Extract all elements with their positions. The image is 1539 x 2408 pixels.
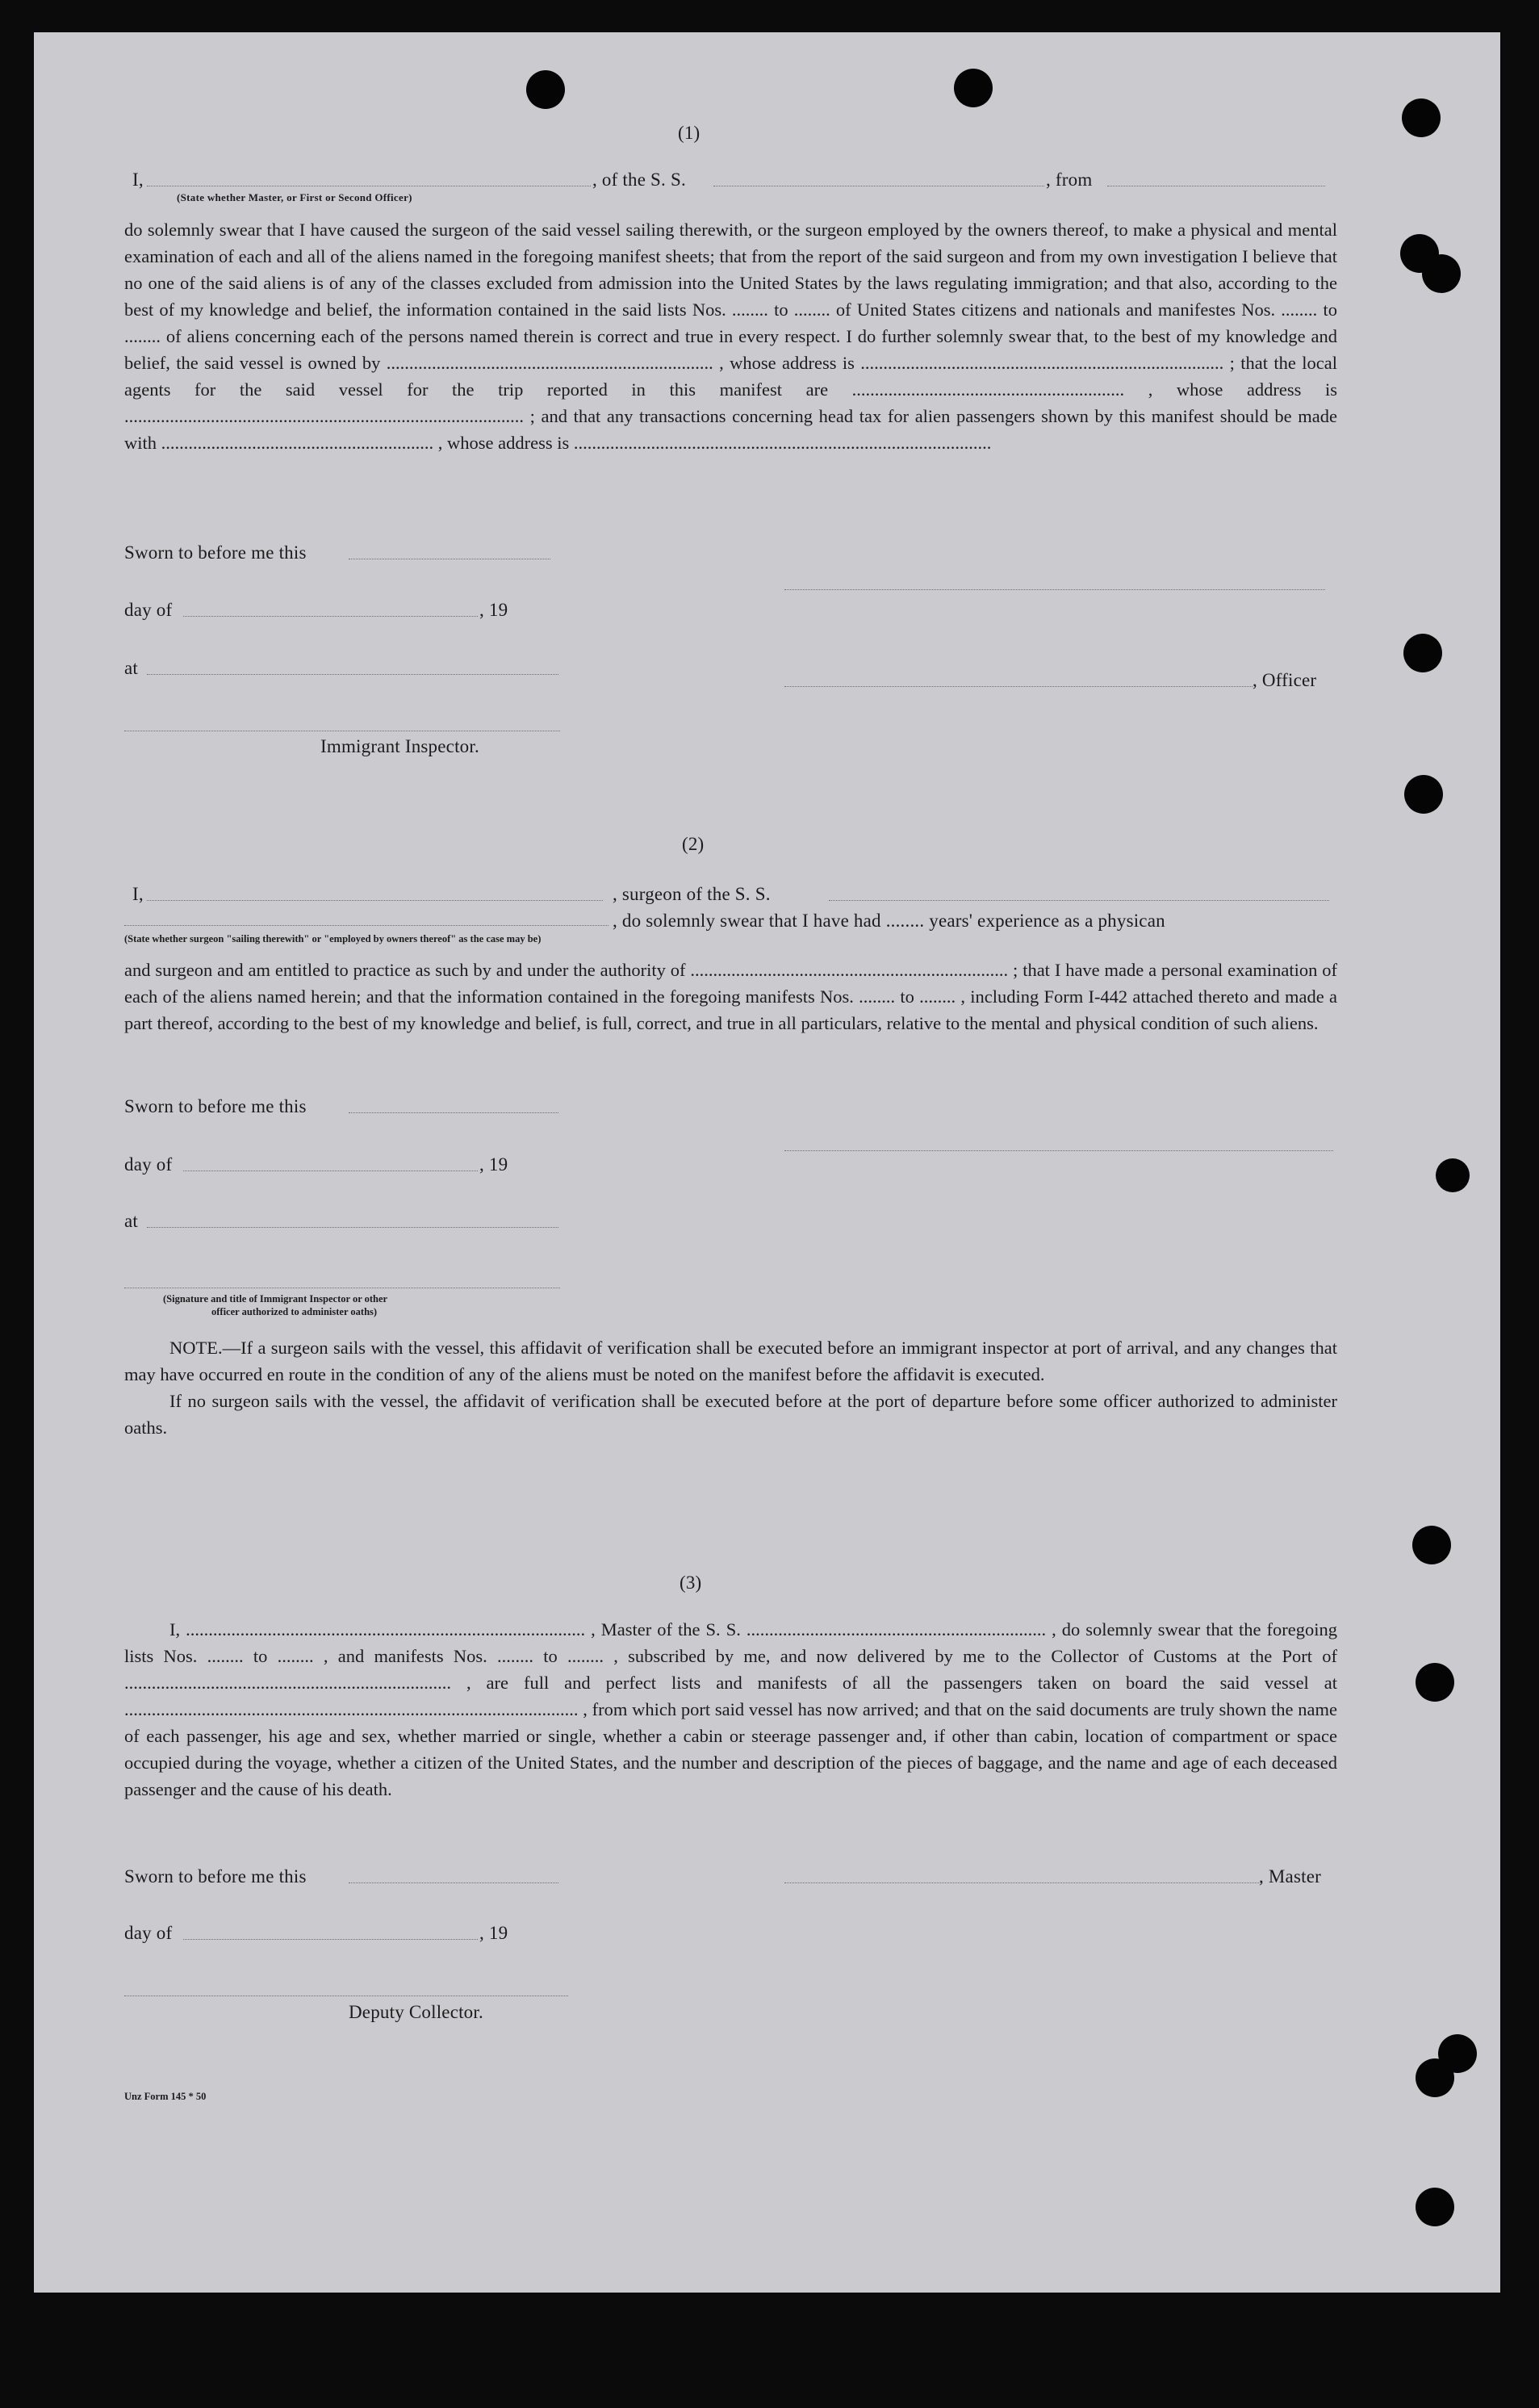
- form-number: Unz Form 145 * 50: [124, 2091, 207, 2102]
- section-3-day-of: day of: [124, 1923, 173, 1943]
- punch-hole: [1416, 2188, 1454, 2226]
- section-3-day-field[interactable]: [183, 1939, 478, 1940]
- punch-hole: [1404, 775, 1443, 814]
- punch-hole: [1412, 1526, 1451, 1564]
- section-2-year: , 19: [479, 1154, 508, 1175]
- officer-signature-line[interactable]: [784, 589, 1325, 590]
- immigrant-inspector-label: Immigrant Inspector.: [320, 736, 479, 756]
- section-2-at: at: [124, 1211, 138, 1231]
- signature-note-1: (Signature and title of Immigrant Inspector or other: [163, 1293, 388, 1305]
- punch-hole: [1403, 634, 1442, 672]
- section-2-number: (2): [682, 834, 705, 854]
- section-1-year: , 19: [479, 600, 508, 620]
- section-2-sworn: Sworn to before me this: [124, 1096, 307, 1116]
- collector-signature-line[interactable]: [124, 1995, 568, 1996]
- officer-line[interactable]: [784, 686, 1253, 687]
- section-1-sworn: Sworn to before me this: [124, 542, 307, 563]
- ship-label: , of the S. S.: [592, 170, 686, 190]
- deputy-collector-label: Deputy Collector.: [349, 2002, 483, 2022]
- section-2-day-of: day of: [124, 1154, 173, 1175]
- signature-note-2: officer authorized to administer oaths): [211, 1306, 378, 1317]
- section-3-body-text: I, ........................................................................................ , Master of the S. S. .................................................................. , do solemnly swear that the foregoing lists Nos. ........ to ........ , and manifests Nos. ........ to ........ , subscribed by me, and now delivered by me to the Collector of Customs at the Port of ........................................................................ , are full and perfect lists and manifests of all the passengers taken on board the said vessel at .................................................................................................... , from which port said vessel has now arrived; and that on the said documents are truly shown the name of each passenger, his age and sex, whether married or single, whether a cabin or steerage passenger and, if other than cabin, location of compartment or space occupied during the voyage, whether a citizen of the United States, and the number and description of the pieces of baggage, and the name and age of each deceased passenger and the cause of his death.: [124, 1619, 1337, 1799]
- note-paragraph-1: NOTE.—If a surgeon sails with the vessel, this affidavit of verification shall be executed before an immigrant inspector at port of arrival, and any changes that may have occurred en route in the condition of any of the aliens must be noted on the manifest before the affidavit is executed.: [124, 1338, 1337, 1384]
- surgeon-label: , surgeon of the S. S.: [613, 884, 771, 904]
- surgeon-ship-field[interactable]: [829, 900, 1329, 901]
- punch-hole: [526, 70, 565, 109]
- form-page: [34, 32, 1500, 2293]
- section-1-number: (1): [678, 123, 700, 143]
- surgeon-line-field[interactable]: [124, 925, 608, 926]
- officer-label: , Officer: [1253, 670, 1317, 690]
- officer-note: (State whether Master, or First or Second Officer): [177, 191, 412, 203]
- surgeon-signature-line[interactable]: [784, 1150, 1333, 1151]
- note-block: [124, 1334, 1337, 1441]
- punch-hole: [954, 69, 993, 107]
- section-1-i-label: I,: [132, 170, 144, 190]
- section-2-sworn-field[interactable]: [349, 1112, 558, 1113]
- section-1-at: at: [124, 658, 138, 678]
- section-1-body: [124, 216, 1337, 456]
- punch-hole: [1422, 254, 1461, 293]
- surgeon-swear-line: , do solemnly swear that I have had ........ years' experience as a physican: [613, 911, 1165, 931]
- section-3-sworn-field[interactable]: [349, 1882, 558, 1883]
- from-label: , from: [1046, 170, 1093, 190]
- section-2-body-text: and surgeon and am entitled to practice as such by and under the authority of ...................................................................... ; that I have made a personal examination of each of the aliens named herein; and that the information contained in the foregoing manifests Nos. ........ to ........ , including Form I-442 attached thereto and made a part thereof, according to the best of my knowledge and belief, is full, correct, and true in all particulars, relative to the mental and physical condition of such aliens.: [124, 960, 1337, 1033]
- master-label: , Master: [1259, 1866, 1321, 1887]
- punch-hole: [1402, 98, 1441, 137]
- surgeon-note: (State whether surgeon "sailing therewith" or "employed by owners thereof" as the case may be): [124, 933, 542, 944]
- section-2-body: [124, 957, 1337, 1036]
- punch-hole: [1416, 1663, 1454, 1702]
- note-paragraph-2: If no surgeon sails with the vessel, the affidavit of verification shall be executed before at the port of departure before some officer authorized to administer oaths.: [124, 1391, 1337, 1438]
- section-3-sworn: Sworn to before me this: [124, 1866, 307, 1887]
- day-of-field[interactable]: [183, 616, 478, 617]
- section-3-year: , 19: [479, 1923, 508, 1943]
- surgeon-name-field[interactable]: [147, 900, 603, 901]
- punch-hole: [1416, 2058, 1454, 2097]
- section-1-day-of: day of: [124, 600, 173, 620]
- section-2-i-label: I,: [132, 884, 144, 904]
- punch-hole: [1436, 1158, 1470, 1192]
- section-2-day-field[interactable]: [183, 1170, 478, 1171]
- section-2-at-field[interactable]: [147, 1227, 558, 1228]
- section-3-body: [124, 1616, 1337, 1803]
- section-1-body-text: do solemnly swear that I have caused the surgeon of the said vessel sailing therewith, or the surgeon employed by the owners thereof, to make a physical and mental examination of each and all of the aliens named in the foregoing manifest sheets; that from the report of the said surgeon and from my own investigation I believe that no one of the said aliens is of any of the classes excluded from admission into the United States by the laws regulating immigration; and that also, according to the best of my knowledge and belief, the information contained in the said lists Nos. ........ to ........ of United States citizens and nationals and manifestes Nos. ........ to ........ of aliens concerning each of the persons named therein is correct and true in every respect. I do further solemnly swear that, to the best of my knowledge and belief, the said vessel is owned by ........................................................................ , whose address is ................................................................................ ; that the local agents for the said vessel for the trip reported in this manifest are ............................................................ , whose address is ........................................................................................ ; and that any transactions concerning head tax for alien passengers shown by this manifest should be made with ............................................................ , whose address is ............................................................................................: [124, 220, 1337, 453]
- master-signature-line[interactable]: [784, 1882, 1261, 1883]
- section-3-number: (3): [680, 1573, 702, 1593]
- at-field[interactable]: [147, 674, 558, 675]
